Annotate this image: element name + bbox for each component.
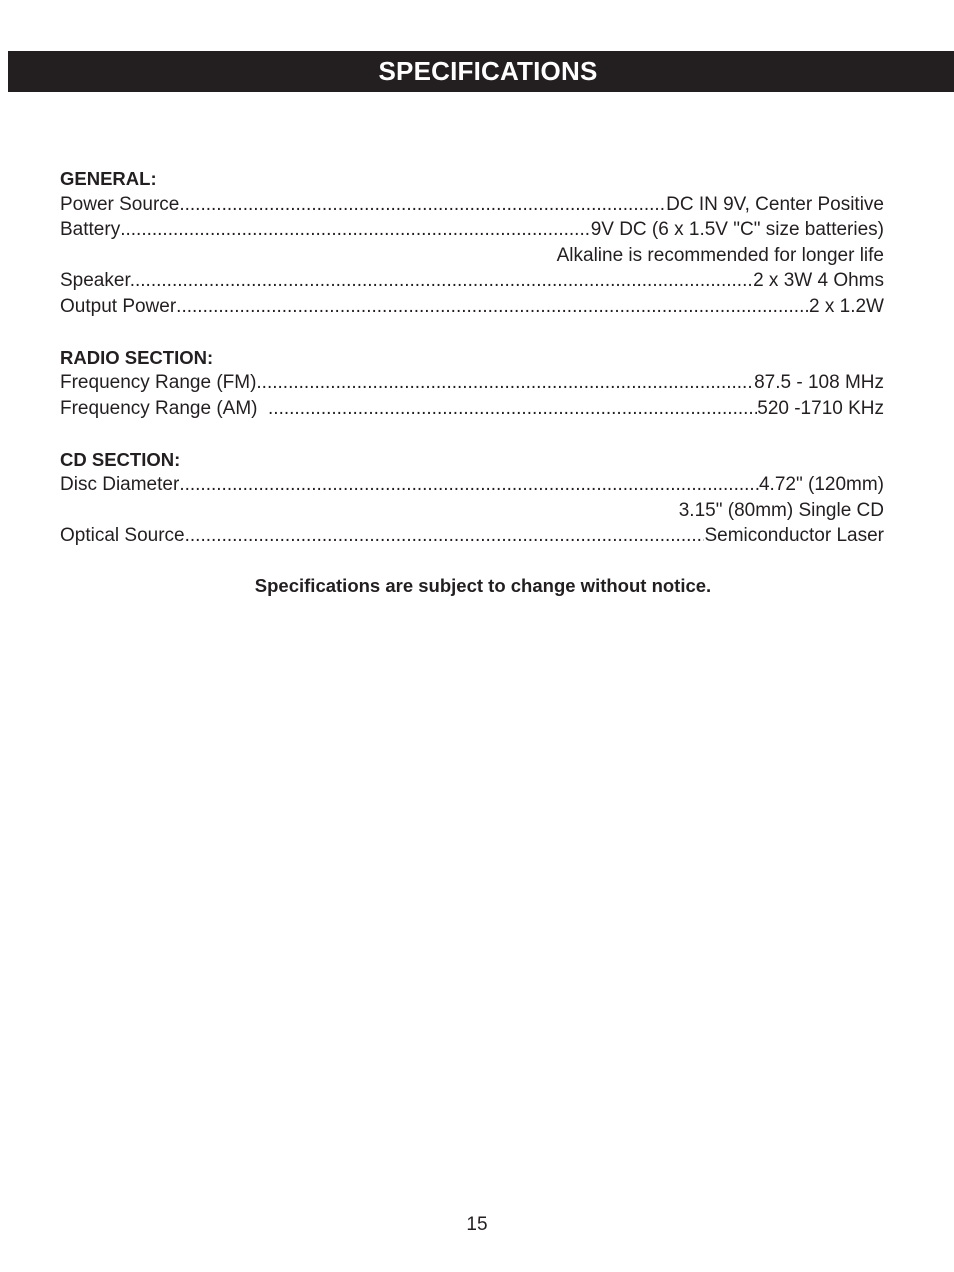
disc-diameter-note: 3.15" (80mm) Single CD [678,499,884,521]
spec-value: 87.5 - 108 MHz [754,372,884,393]
spec-row-frequency-fm [60,370,884,396]
dot-leader [256,370,754,396]
spec-row-battery [60,217,884,243]
spec-label: Speaker. [60,270,135,291]
spec-label: Output Power [60,295,177,317]
spec-value: DC IN 9V, Center Positive [666,193,884,215]
spec-row-frequency-am [60,396,884,422]
radio-heading: RADIO SECTION: [60,346,214,368]
spec-row-speaker [60,268,884,294]
radio-section [60,345,884,422]
spec-label: Frequency Range (AM) [60,397,269,419]
spec-value: Semiconductor Laser [704,525,884,546]
general-heading: GENERAL: [60,168,157,189]
spec-row-disc-diameter [60,472,884,498]
spec-value: 4.72" (120mm) [758,474,884,495]
spec-label: Battery [60,219,121,240]
spec-value: 2 x 3W 4 Ohms [753,270,884,291]
dot-leader [185,523,705,549]
dot-leader [135,268,753,294]
spec-value: 9V DC (6 x 1.5V "C" size batteries) [590,219,884,240]
specifications-content [60,166,884,574]
cd-heading: CD SECTION: [60,448,181,470]
dot-leader [268,396,757,422]
general-section [60,166,884,319]
dot-leader [179,472,759,498]
battery-note: Alkaline is recommended for longer life [556,244,884,266]
page-number: 15 [466,1214,488,1235]
page-title: SPECIFICATIONS [378,56,598,86]
cd-section [60,447,884,549]
spec-row-power-source [60,192,884,218]
spec-value: 520 -1710 KHz [757,397,884,419]
header-bar [8,51,954,92]
change-notice: Specifications are subject to change without notice. [254,575,712,596]
spec-label: Optical Source [60,525,185,546]
spec-label: Power Source [60,193,180,215]
spec-label: Frequency Range (FM) [60,372,257,393]
dot-leader [176,294,809,320]
spec-value: 2 x 1.2W [809,295,884,317]
spec-label: Disc Diameter [60,474,180,495]
spec-row-output-power [60,294,884,320]
dot-leader [179,192,666,218]
dot-leader [120,217,590,243]
spec-row-optical-source [60,523,884,549]
